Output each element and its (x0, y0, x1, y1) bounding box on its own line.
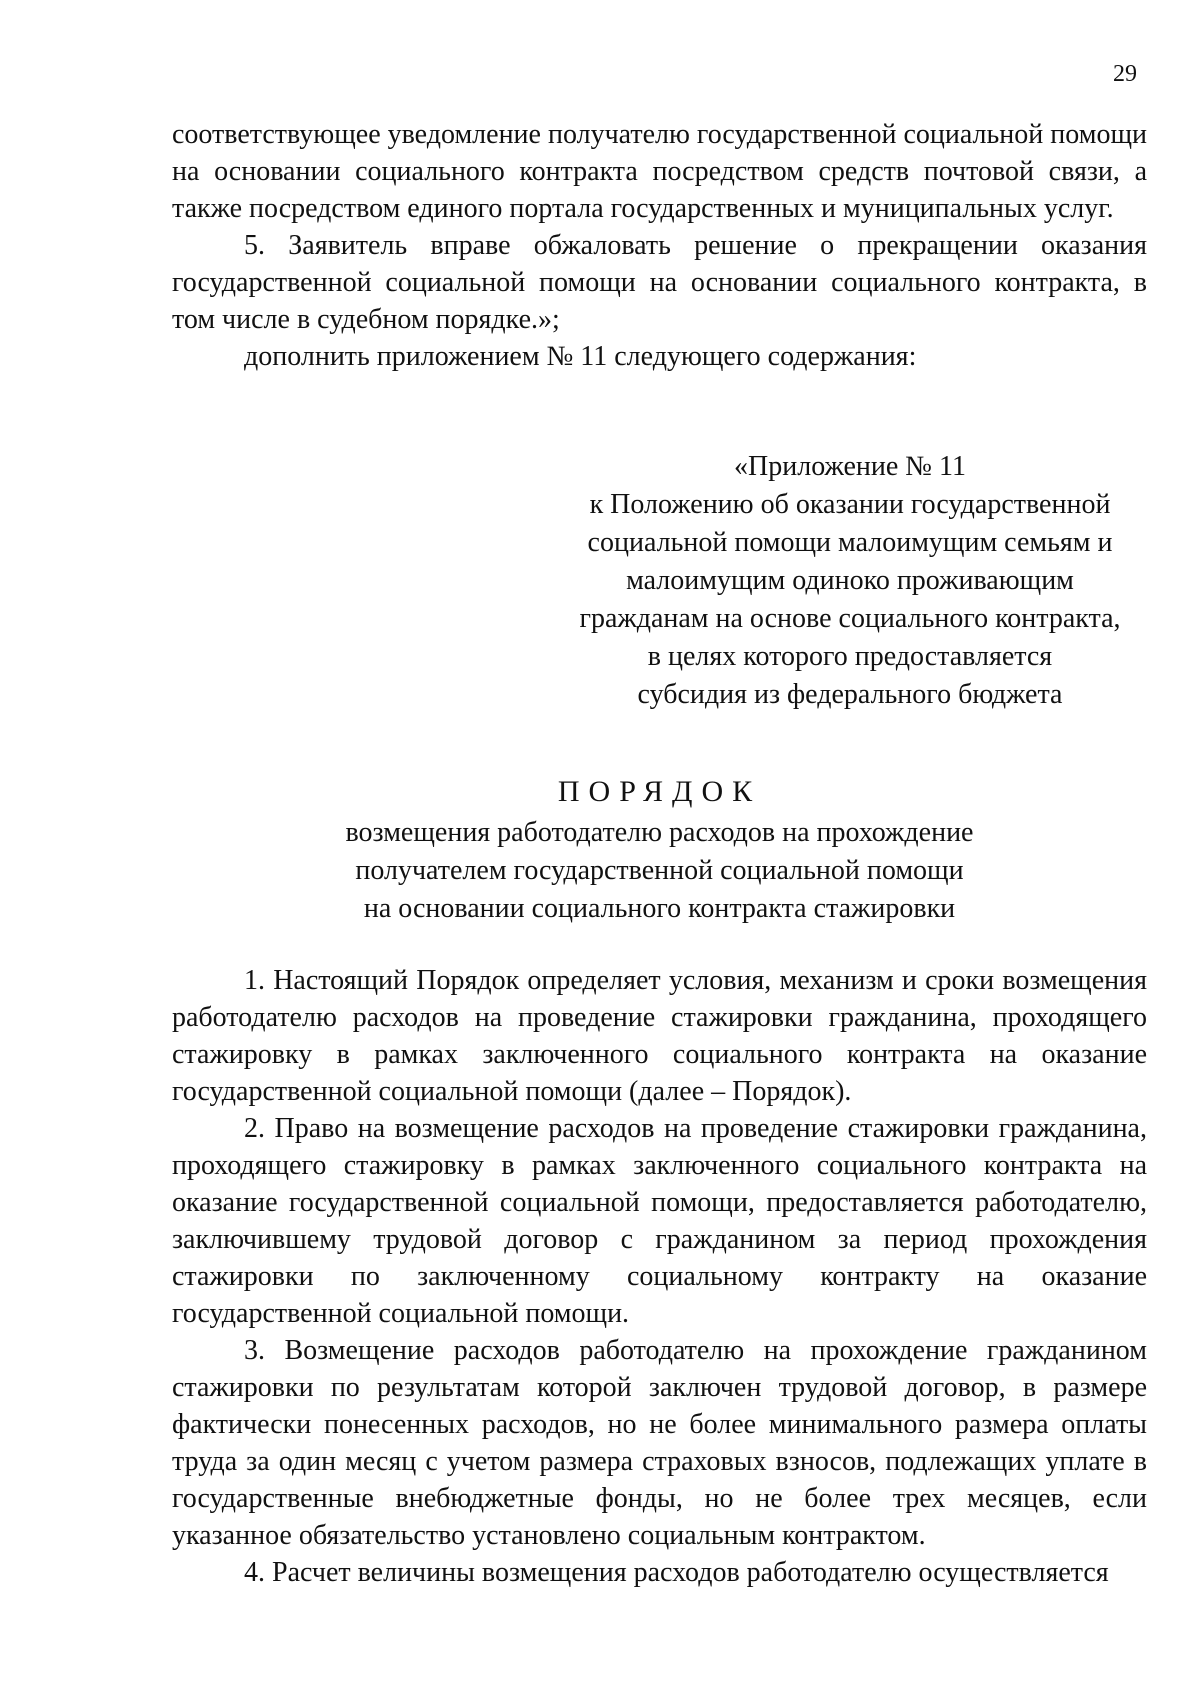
page-number: 29 (1113, 61, 1137, 87)
item-4: 4. Расчет величины возмещения расходов работодателю осуществляется (244, 1557, 1109, 1588)
heading-subtitle-line: получателем государственной социальной помощи (355, 855, 964, 886)
appendix-line: гражданам на основе социального контракта, (579, 603, 1121, 634)
top-text-block (172, 116, 1147, 375)
paragraph: соответствующее уведомление получателю государственной социальной помощи на основании социального контракта посредством средств почтовой связи, а также посредством единого портала государственных и муниципальных услуг. (172, 119, 1147, 224)
appendix-reference (560, 448, 1140, 714)
appendix-line: «Приложение № 11 (734, 451, 966, 482)
item-2: 2. Право на возмещение расходов на проведение стажировки гражданина, проходящего стажировку в рамках заключенного социального контракта на оказание государственной социальной помощи, предоставляется работодателю, заключившему трудовой договор с гражданином за период прохождения стажировки по заключенному социальному контракту на оказание государственной социальной помощи. (172, 1113, 1147, 1329)
appendix-line: к Положению об оказании государственной (589, 489, 1111, 520)
heading-subtitle-line: на основании социального контракта стажировки (363, 893, 956, 924)
paragraph-amendment: дополнить приложением № 11 следующего содержания: (244, 341, 917, 372)
heading-subtitle-line: возмещения работодателю расходов на прохождение (345, 817, 974, 848)
paragraph-item-5: 5. Заявитель вправе обжаловать решение о прекращении оказания государственной социальной помощи на основании социального контракта, в том числе в судебном порядке.»; (172, 230, 1147, 335)
item-1: 1. Настоящий Порядок определяет условия, механизм и сроки возмещения работодателю расходов на проведение стажировки гражданина, проходящего стажировку в рамках заключенного социального контракта на оказание государственной социальной помощи (далее – Порядок). (172, 965, 1147, 1107)
document-heading (172, 773, 1147, 928)
appendix-line: субсидия из федерального бюджета (637, 679, 1063, 710)
appendix-line: малоимущим одиноко проживающим (626, 565, 1074, 596)
appendix-line: социальной помощи малоимущим семьям и (587, 527, 1113, 558)
appendix-line: в целях которого предоставляется (647, 641, 1053, 672)
numbered-items (172, 962, 1147, 1591)
item-3: 3. Возмещение расходов работодателю на прохождение гражданином стажировки по результатам которой заключен трудовой договор, в размере фактически понесенных расходов, но не более минимального размера оплаты труда за один месяц с учетом размера страховых взносов, подлежащих уплате в государственные внебюджетные фонды, но не более трех месяцев, если указанное обязательство установлено социальным контрактом. (172, 1335, 1147, 1551)
heading-title: ПОРЯДОК (557, 775, 762, 808)
